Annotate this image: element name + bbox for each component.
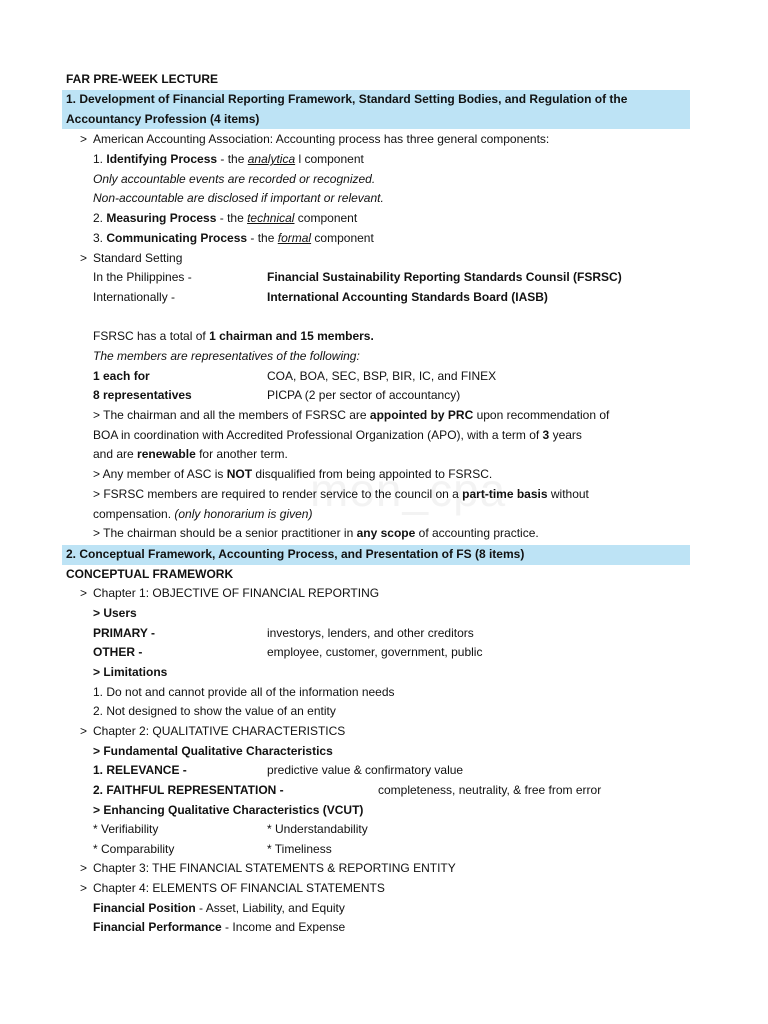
appointment-line3: and are renewable for another term. xyxy=(93,447,288,461)
conceptual-framework-heading: CONCEPTUAL FRAMEWORK xyxy=(66,567,234,581)
document-title: FAR PRE-WEEK LECTURE xyxy=(66,72,219,86)
each-for-row: 1 each for COA, BOA, SEC, BSP, BIR, IC, and FINEX xyxy=(93,369,497,383)
standard-setting-line: > Standard Setting xyxy=(80,251,183,265)
limitations-heading: > Limitations xyxy=(93,665,168,679)
internationally-row: Internationally - International Accounting Standards Board (IASB) xyxy=(93,290,548,304)
other-users-row: OTHER - employee, customer, government, public xyxy=(93,645,483,659)
enhancing-qc-heading: > Enhancing Qualitative Characteristics (VCUT) xyxy=(93,803,364,817)
chapter2-line: > Chapter 2: QUALITATIVE CHARACTERISTICS xyxy=(80,724,346,738)
users-heading: > Users xyxy=(93,606,137,620)
part-time-line2: compensation. (only honorarium is given) xyxy=(93,507,313,521)
chairman-scope-line: > The chairman should be a senior practitioner in any scope of accounting practice. xyxy=(93,526,539,540)
relevance-row: 1. RELEVANCE - predictive value & confirmatory value xyxy=(93,763,464,777)
limitation-1: 1. Do not and cannot provide all of the information needs xyxy=(93,685,395,699)
component-measuring: 2. Measuring Process - the technical component xyxy=(93,211,358,225)
members-note: The members are representatives of the following: xyxy=(93,349,360,363)
primary-users-row: PRIMARY - investorys, lenders, and other creditors xyxy=(93,626,474,640)
financial-performance-row: Financial Performance - Income and Expense xyxy=(93,920,346,934)
fundamental-qc-heading: > Fundamental Qualitative Characteristics xyxy=(93,744,333,758)
note-non-accountable: Non-accountable are disclosed if important or relevant. xyxy=(93,191,384,205)
section1-heading-line2: Accountancy Profession (4 items) xyxy=(62,110,690,130)
vcut-row1: * Verifiability * Understandability xyxy=(93,822,368,836)
fsrsc-total: FSRSC has a total of 1 chairman and 15 members. xyxy=(93,329,374,343)
financial-position-row: Financial Position - Asset, Liability, and Equity xyxy=(93,901,345,915)
representatives-row: 8 representatives PICPA (2 per sector of accountancy) xyxy=(93,388,461,402)
component-identifying: 1. Identifying Process - the analytica l component xyxy=(93,152,364,166)
asc-member-line: > Any member of ASC is NOT disqualified from being appointed to FSRSC. xyxy=(93,467,493,481)
part-time-line1: > FSRSC members are required to render service to the council on a part-time basis without xyxy=(93,487,589,501)
aaa-line: > American Accounting Association: Accounting process has three general components: xyxy=(80,132,550,146)
section1-heading-line1: 1. Development of Financial Reporting Framework, Standard Setting Bodies, and Regulation of the xyxy=(62,90,690,110)
appointment-line2: BOA in coordination with Accredited Professional Organization (APO), with a term of 3 years xyxy=(93,428,582,442)
chapter3-line: > Chapter 3: THE FINANCIAL STATEMENTS & REPORTING ENTITY xyxy=(80,861,456,875)
chapter4-line: > Chapter 4: ELEMENTS OF FINANCIAL STATEMENTS xyxy=(80,881,385,895)
philippines-row: In the Philippines - Financial Sustainability Reporting Standards Counsil (FSRSC) xyxy=(93,270,622,284)
note-accountable: Only accountable events are recorded or recognized. xyxy=(93,172,376,186)
component-communicating: 3. Communicating Process - the formal component xyxy=(93,231,374,245)
chapter1-line: > Chapter 1: OBJECTIVE OF FINANCIAL REPORTING xyxy=(80,586,380,600)
faithful-representation-row: 2. FAITHFUL REPRESENTATION - completeness, neutrality, & free from error xyxy=(93,783,602,797)
appointment-line1: > The chairman and all the members of FSRSC are appointed by PRC upon recommendation of xyxy=(93,408,610,422)
section2-heading: 2. Conceptual Framework, Accounting Process, and Presentation of FS (8 items) xyxy=(62,545,690,565)
vcut-row2: * Comparability * Timeliness xyxy=(93,842,332,856)
limitation-2: 2. Not designed to show the value of an entity xyxy=(93,704,336,718)
